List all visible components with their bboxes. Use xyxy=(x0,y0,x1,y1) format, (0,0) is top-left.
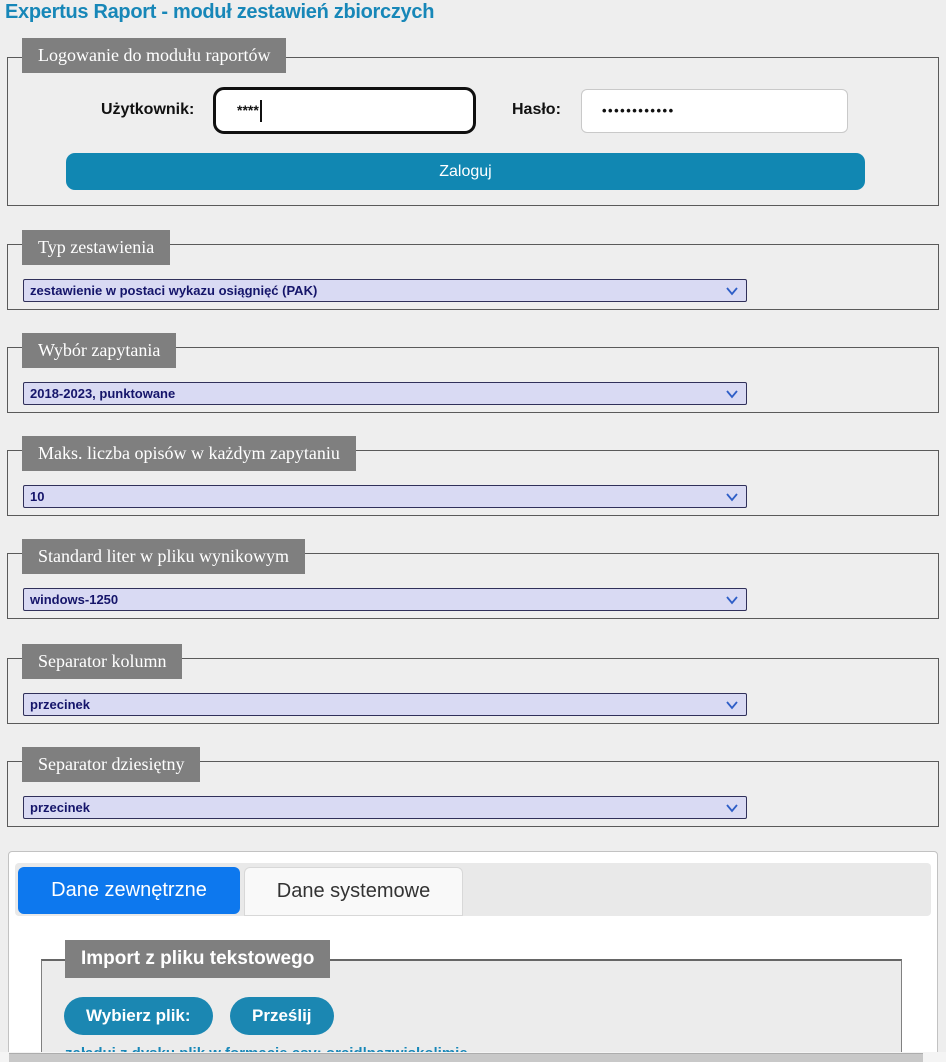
horizontal-scrollbar-thumb[interactable] xyxy=(9,1053,923,1062)
password-label: Hasło: xyxy=(512,101,561,118)
login-legend: Logowanie do modułu raportów xyxy=(22,38,286,73)
separator-dziesietny-select[interactable] xyxy=(23,796,747,819)
password-value: •••••••••••• xyxy=(602,103,675,118)
section-maks-liczba-opisow xyxy=(7,443,939,516)
data-import-panel xyxy=(8,851,938,1062)
section-wybor-zapytania xyxy=(7,340,939,413)
wybor-zapytania-select[interactable] xyxy=(23,382,747,405)
login-fieldset xyxy=(7,45,939,206)
section-separator-kolumn xyxy=(7,651,939,724)
section-legend: Separator kolumn xyxy=(22,644,182,679)
import-legend: Import z pliku tekstowego xyxy=(65,940,330,978)
choose-file-button[interactable]: Wybierz plik: xyxy=(64,997,213,1035)
section-legend: Typ zestawienia xyxy=(22,230,170,265)
section-legend: Separator dziesiętny xyxy=(22,747,200,782)
section-standard-liter xyxy=(7,546,939,619)
username-label: Użytkownik: xyxy=(101,101,195,118)
tab-dane-systemowe[interactable]: Dane systemowe xyxy=(244,867,463,916)
maks-liczba-opisow-select[interactable] xyxy=(23,485,747,508)
page-title: Expertus Raport - moduł zestawień zbiorczych xyxy=(5,1,435,23)
section-legend: Wybór zapytania xyxy=(22,333,176,368)
section-typ-zestawienia xyxy=(7,237,939,310)
text-cursor xyxy=(260,100,262,122)
username-input[interactable] xyxy=(213,87,476,134)
import-fieldset xyxy=(41,948,902,1059)
separator-kolumn-select[interactable] xyxy=(23,693,747,716)
section-legend: Maks. liczba opisów w każdym zapytaniu xyxy=(22,436,356,471)
standard-liter-select[interactable] xyxy=(23,588,747,611)
typ-zestawienia-select[interactable] xyxy=(23,279,747,302)
tab-bar xyxy=(15,863,931,916)
section-legend: Standard liter w pliku wynikowym xyxy=(22,539,305,574)
login-button[interactable]: Zaloguj xyxy=(66,153,865,190)
username-value: **** xyxy=(237,102,259,118)
password-input[interactable] xyxy=(581,89,848,133)
tab-dane-zewnetrzne[interactable]: Dane zewnętrzne xyxy=(18,867,240,914)
section-separator-dziesietny xyxy=(7,754,939,827)
upload-button[interactable]: Prześlij xyxy=(230,997,334,1035)
